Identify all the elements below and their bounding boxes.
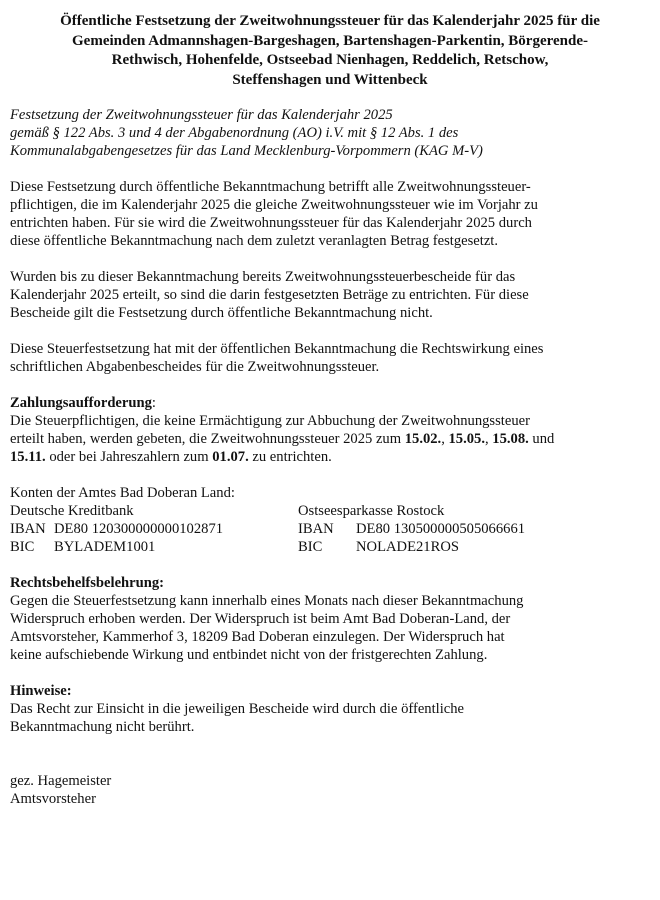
paragraph-line: Wurden bis zu dieser Bekanntmachung bereits Zweitwohnungssteuerbescheide für das bbox=[10, 269, 516, 285]
legal-basis-line: Festsetzung der Zweitwohnungssteuer für das Kalenderjahr 2025 bbox=[10, 107, 393, 123]
signature-name: gez. Hagemeister bbox=[10, 773, 112, 789]
signature-block bbox=[10, 772, 650, 808]
bic-label: BIC bbox=[10, 539, 35, 555]
signature-role: Amtsvorsteher bbox=[10, 791, 96, 807]
payment-text: erteilt haben, werden gebeten, die Zweitwohnungssteuer 2025 zum bbox=[10, 431, 405, 447]
paragraph-line: Bescheide gilt die Festsetzung durch öffentliche Bekanntmachung nicht. bbox=[10, 305, 433, 321]
payment-text: zu entrichten. bbox=[248, 449, 332, 465]
title-line: Rethwisch, Hohenfelde, Ostseebad Nienhagen, Reddelich, Retschow, bbox=[111, 52, 549, 68]
legal-remedy-line: Gegen die Steuerfestsetzung kann innerhalb eines Monats nach dieser Bekanntmachung bbox=[10, 593, 524, 609]
title-line: Öffentliche Festsetzung der Zweitwohnungssteuer für das Kalenderjahr 2025 für die bbox=[60, 13, 600, 29]
bank1-iban: DE80 120300000000102871 bbox=[54, 521, 224, 537]
payment-text: oder bei Jahreszahlern zum bbox=[45, 449, 213, 465]
legal-remedy-line: Widerspruch erhoben werden. Der Widerspruch ist beim Amt Bad Doberan-Land, der bbox=[10, 611, 511, 627]
bank2-name: Ostseesparkasse Rostock bbox=[298, 503, 445, 519]
title-line: Gemeinden Admannshagen-Bargeshagen, Bartenshagen-Parkentin, Börgerende- bbox=[72, 32, 588, 49]
due-date: 15.05. bbox=[448, 431, 485, 447]
legal-basis-line: gemäß § 122 Abs. 3 und 4 der Abgabenordnung (AO) i.V. mit § 12 Abs. 1 des bbox=[10, 125, 459, 141]
separator: , bbox=[484, 431, 493, 447]
paragraph-line: Kalenderjahr 2025 erteilt, so sind die darin festgesetzten Beträge zu entrichten. Für diese bbox=[10, 287, 529, 303]
separator: und bbox=[528, 431, 555, 447]
paragraph-existing-notices bbox=[10, 268, 650, 322]
payment-section bbox=[10, 394, 650, 466]
bank2-bic: NOLADE21ROS bbox=[356, 539, 459, 555]
payment-line bbox=[10, 430, 650, 448]
iban-label: IBAN bbox=[10, 521, 46, 537]
legal-remedy-heading: Rechtsbehelfsbelehrung: bbox=[10, 575, 165, 591]
iban-label: IBAN bbox=[298, 521, 334, 537]
document-title bbox=[10, 12, 650, 90]
due-date: 01.07. bbox=[212, 449, 249, 465]
paragraph-line: diese öffentliche Bekanntmachung nach dem zuletzt veranlagten Betrag festgesetzt. bbox=[10, 233, 499, 249]
payment-line bbox=[10, 448, 650, 466]
bank2-iban: DE80 130500000505066661 bbox=[356, 521, 526, 537]
legal-remedy-line: Amtsvorsteher, Kammerhof 3, 18209 Bad Doberan einzulegen. Der Widerspruch hat bbox=[10, 629, 505, 645]
bic-label: BIC bbox=[298, 539, 323, 555]
paragraph-line: entrichten haben. Für sie wird die Zweitwohnungssteuer für das Kalenderjahr 2025 durch bbox=[10, 215, 532, 231]
accounts-intro: Konten der Amtes Bad Doberan Land: bbox=[10, 485, 235, 501]
due-date: 15.11. bbox=[10, 449, 46, 465]
legal-remedy-line: keine aufschiebende Wirkung und entbindet nicht von der fristgerechten Zahlung. bbox=[10, 647, 488, 663]
payment-heading-colon: : bbox=[151, 395, 156, 411]
separator: , bbox=[441, 431, 449, 447]
due-date: 15.02. bbox=[404, 431, 442, 447]
paragraph-line: pflichtigen, die im Kalenderjahr 2025 die gleiche Zweitwohnungssteuer wie im Vorjahr zu bbox=[10, 197, 538, 213]
title-line: Steffenshagen und Wittenbeck bbox=[232, 71, 428, 88]
notes-heading: Hinweise: bbox=[10, 683, 72, 699]
paragraph-scope bbox=[10, 178, 650, 250]
paragraph-line: Diese Festsetzung durch öffentliche Bekanntmachung betrifft alle Zweitwohnungssteuer- bbox=[10, 179, 531, 195]
due-date: 15.08. bbox=[492, 431, 529, 447]
paragraph-line: schriftlichen Abgabenbescheides für die Zweitwohnungssteuer. bbox=[10, 359, 380, 375]
paragraph-legal-effect bbox=[10, 340, 650, 376]
notes-line: Das Recht zur Einsicht in die jeweiligen Bescheide wird durch die öffentliche bbox=[10, 701, 465, 717]
bank1-name: Deutsche Kreditbank bbox=[10, 503, 134, 519]
payment-heading: Zahlungsaufforderung bbox=[10, 395, 152, 411]
bank1-bic: BYLADEM1001 bbox=[54, 539, 156, 555]
legal-basis-line: Kommunalabgabengesetzes für das Land Mecklenburg-Vorpommern (KAG M-V) bbox=[10, 143, 483, 159]
bank-accounts bbox=[10, 484, 650, 556]
notes-line: Bekanntmachung nicht berührt. bbox=[10, 719, 195, 735]
paragraph-line: Diese Steuerfestsetzung hat mit der öffentlichen Bekanntmachung die Rechtswirkung eines bbox=[10, 341, 544, 357]
legal-remedy-section bbox=[10, 574, 650, 664]
legal-basis bbox=[10, 106, 650, 160]
notes-section bbox=[10, 682, 650, 736]
payment-line: Die Steuerpflichtigen, die keine Ermächtigung zur Abbuchung der Zweitwohnungssteuer bbox=[10, 413, 530, 429]
